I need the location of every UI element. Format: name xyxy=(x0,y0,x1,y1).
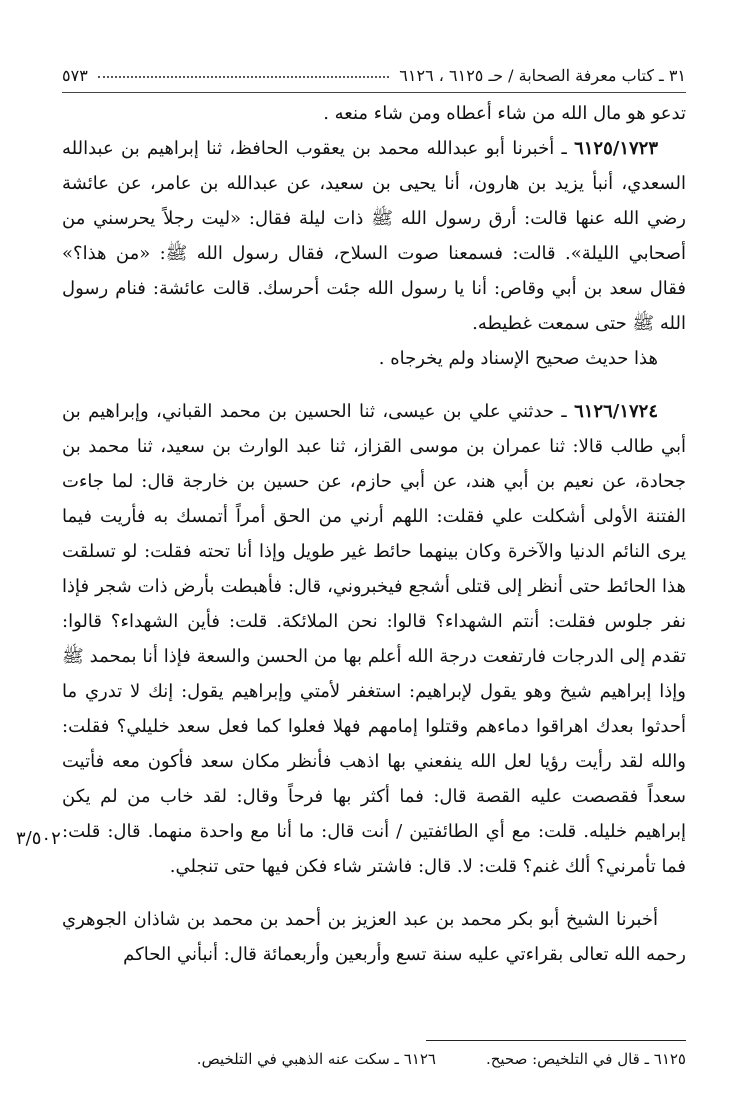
footnote-divider xyxy=(426,1040,686,1041)
hadith-number: ٦١٢٦/١٧٢٤ xyxy=(574,401,658,422)
hadith-6125 xyxy=(62,131,686,341)
page-number: ٥٧٣ xyxy=(62,65,88,85)
hadith-6126 xyxy=(62,394,686,884)
hadith-text: ـ حدثني علي بن عيسى، ثنا الحسين بن محمد القباني، وإبراهيم بن أبي طالب قالا: ثنا عمران بن موسى القزاز، ثنا عبد الوارث بن سعيد، ثنا محمد بن جحادة، عن نعيم بن أبي هند، عن أبي حازم، عن حسين بن خارجة قال: لما جاءت الفتنة الأولى أشكلت علي فقلت: اللهم أرني من الحق أمراً أتمسك به فأريت فيما يرى النائم الدنيا والآخرة وكان بينهما حائط غير طويل وإذا أنا تحته فقلت: لو تسلقت هذا الحائط حتى أنظر إلى قتلى أشجع فيخبروني، قال: فأهبطت بأرض ذات شجر فإذا نفر جلوس فقلت: أنتم الشهداء؟ قالوا: نحن الملائكة. قلت: فأين الشهداء؟ قالوا: تقدم إلى الدرجات فارتفعت درجة الله أعلم بها من الحسن والسعة فإذا أنا بمحمد ﷺ وإذا إبراهيم شيخ وهو يقول لإبراهيم: استغفر لأمتي وإبراهيم يقول: إنك لا تدري ما أحدثوا بعدك اهراقوا دماءهم وقتلوا إمامهم فهلا فعلوا كما فعل سعد خليلي؟ فقلت: والله لقد رأيت رؤيا لعل الله ينفعني بها اذهب فأنظر مكان سعد فأكون معه فأتيت سعداً فقصصت عليه القصة قال: فما أكثر بها فرحاً وقال: لقد خاب من لم يكن إبراهيم خليله. قلت: مع أي الطائفتين / أنت قال: ما أنا مع واحدة منهما. قال: قلت: فما تأمرني؟ ألك غنم؟ قلت: لا. قال: فاشتر شاء فكن فيها حتى تنجلي. xyxy=(62,401,686,877)
footnote-6125: ٦١٢٥ ـ قال في التلخيص: صحيح. xyxy=(485,1050,686,1068)
header-leader-dots xyxy=(98,66,390,78)
main-text xyxy=(62,96,686,972)
footnote-6126: ٦١٢٦ ـ سكت عنه الذهبي في التلخيص. xyxy=(196,1050,436,1068)
running-title: ٣١ ـ كتاب معرفة الصحابة / حـ ٦١٢٥ ، ٦١٢٦ xyxy=(399,65,686,85)
hadith-number: ٦١٢٥/١٧٢٣ xyxy=(574,138,658,159)
running-header xyxy=(62,58,686,93)
spacer xyxy=(62,884,686,902)
spacer xyxy=(62,376,686,394)
hadith-text: ـ أخبرنا أبو عبدالله محمد بن يعقوب الحافظ، ثنا إبراهيم بن عبدالله السعدي، أنبأ يزيد بن هارون، أنا يحيى بن سعيد، عن عبدالله بن عامر، عن عائشة رضي الله عنها قالت: أرق رسول الله ﷺ ذات ليلة فقال: «ليت رجلاً يحرسني من أصحابي الليلة». قالت: فسمعنا صوت السلاح، فقال رسول الله ﷺ: «من هذا؟» فقال سعد بن أبي وقاص: أنا يا رسول الله جئت أحرسك. قالت عائشة: فنام رسول الله ﷺ حتى سمعت غطيطه. xyxy=(62,138,686,334)
margin-reference: ٣/٥٠٢ xyxy=(16,828,61,849)
hadith-grade: هذا حديث صحيح الإسناد ولم يخرجاه . xyxy=(378,348,658,369)
intro-line: تدعو هو مال الله من شاء أعطاه ومن شاء منعه . xyxy=(323,103,686,124)
closing-paragraph: أخبرنا الشيخ أبو بكر محمد بن عبد العزيز بن أحمد بن محمد بن شاذان الجوهري رحمه الله تعالى بقراءتي عليه سنة تسع وأربعين وأربعمائة قال: أنبأني الحاكم xyxy=(62,909,686,965)
footnotes xyxy=(62,1050,686,1068)
